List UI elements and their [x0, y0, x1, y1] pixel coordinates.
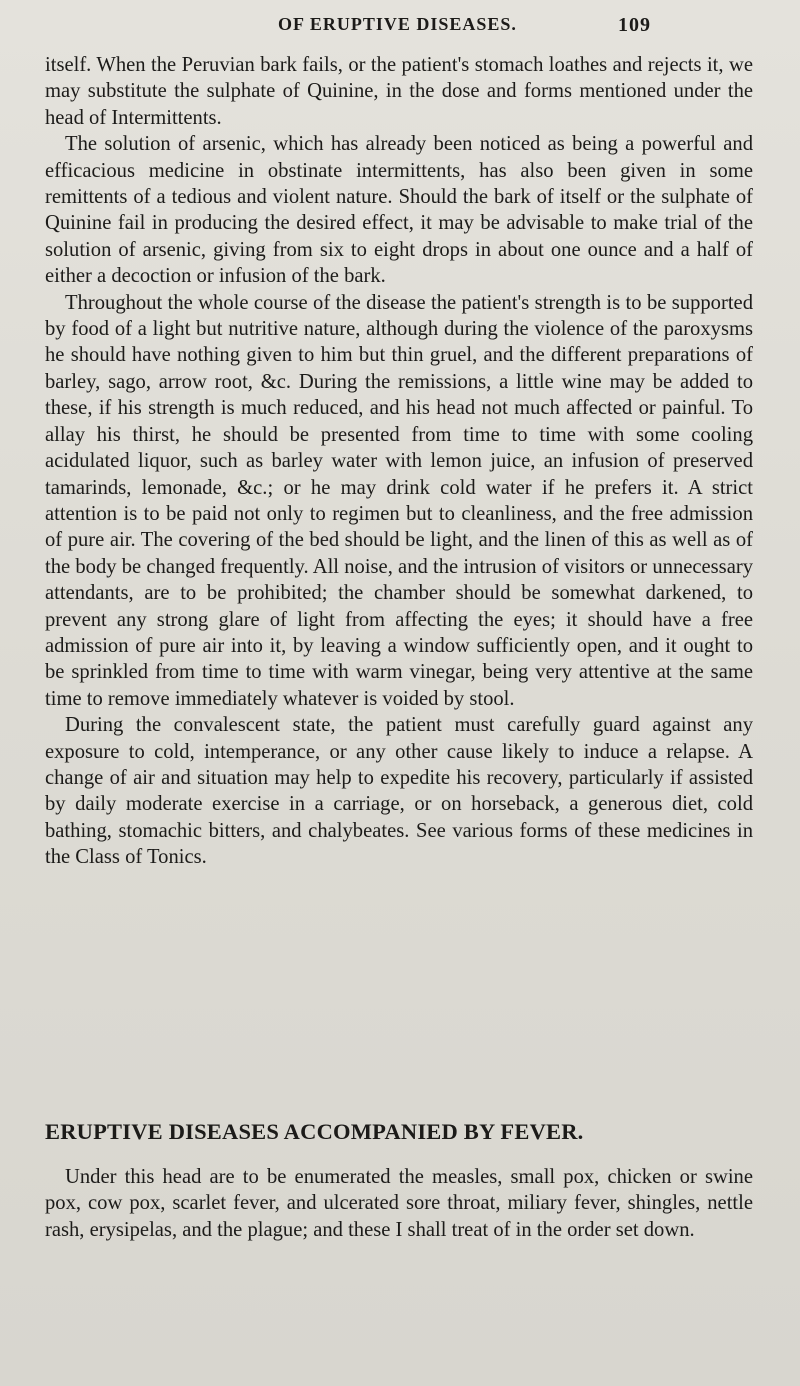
paragraph-convalescence: During the convalescent state, the patient must carefully guard against any exposure to cold, intemperance, or any other cause likely to induce a relapse. A change of air and situation may help to expedite his recovery, particularly if assisted by daily moderate exercise in a carriage, or on horseback, a generous diet, cold bathing, stomachic bitters, and chalybeates. See various forms of these medicines in the Class of Tonics. — [45, 714, 753, 869]
section-heading: ERUPTIVE DISEASES ACCOMPANIED BY FEVER. — [45, 1119, 584, 1144]
paragraph-regimen: Throughout the whole course of the disease the patient's strength is to be supported by food of a light but nutritive nature, although during the violence of the paroxysms he should have nothing given to him but thin gruel, and the different preparations of barley, sago, arrow root, &c. During the remissions, a little wine may be added to these, if his strength is much reduced, and his head not much affected or painful. To allay his thirst, he should be presented from time to time with some cooling acidulated liquor, such as barley water with lemon juice, an infusion of preserved tamarinds, lemonade, &c.; or he may drink cold water if he prefers it. A strict attention is to be paid not only to regimen but to cleanliness, and the free admission of pure air. The covering of the bed should be light, and the linen of this as well as of the body be changed frequently. All noise, and the intrusion of visitors or unnecessary attendants, are to be prohibited; the chamber should be somewhat darkened, to prevent any strong glare of light from affecting the eyes; it should have a free admission of pure air into it, by leaving a window sufficiently open, and it ought to be sprinkled from time to time with warm vinegar, being very attentive at the same time to remove immediately whatever is voided by stool. — [45, 291, 753, 710]
paragraph-bark-fails: itself. When the Peruvian bark fails, or the patient's stomach loathes and rejects it, we may substitute the sulphate of Quinine, in the dose and forms mentioned under the head of Intermittents. — [45, 54, 753, 129]
running-head-title: OF ERUPTIVE DISEASES. — [278, 14, 517, 34]
paragraph-eruptive-intro: Under this head are to be enumerated the measles, small pox, chicken or swine pox, cow pox, scarlet fever, and ulcerated sore throat, miliary fever, shingles, nettle rash, erysipelas, and the plague; and these I shall treat of in the order set down. — [45, 1166, 753, 1241]
section-text — [45, 1164, 753, 1243]
body-text — [45, 52, 753, 871]
page-number: 109 — [618, 14, 651, 36]
paragraph-arsenic: The solution of arsenic, which has already been noticed as being a powerful and efficacious medicine in obstinate intermittents, has also been given in some remittents of a tedious and violent nature. Should the bark of itself or the sulphate of Quinine fail in producing the desired effect, it may be advisable to make trial of the solution of arsenic, giving from six to eight drops in about one ounce and a half of either a decoction or infusion of the bark. — [45, 133, 753, 288]
